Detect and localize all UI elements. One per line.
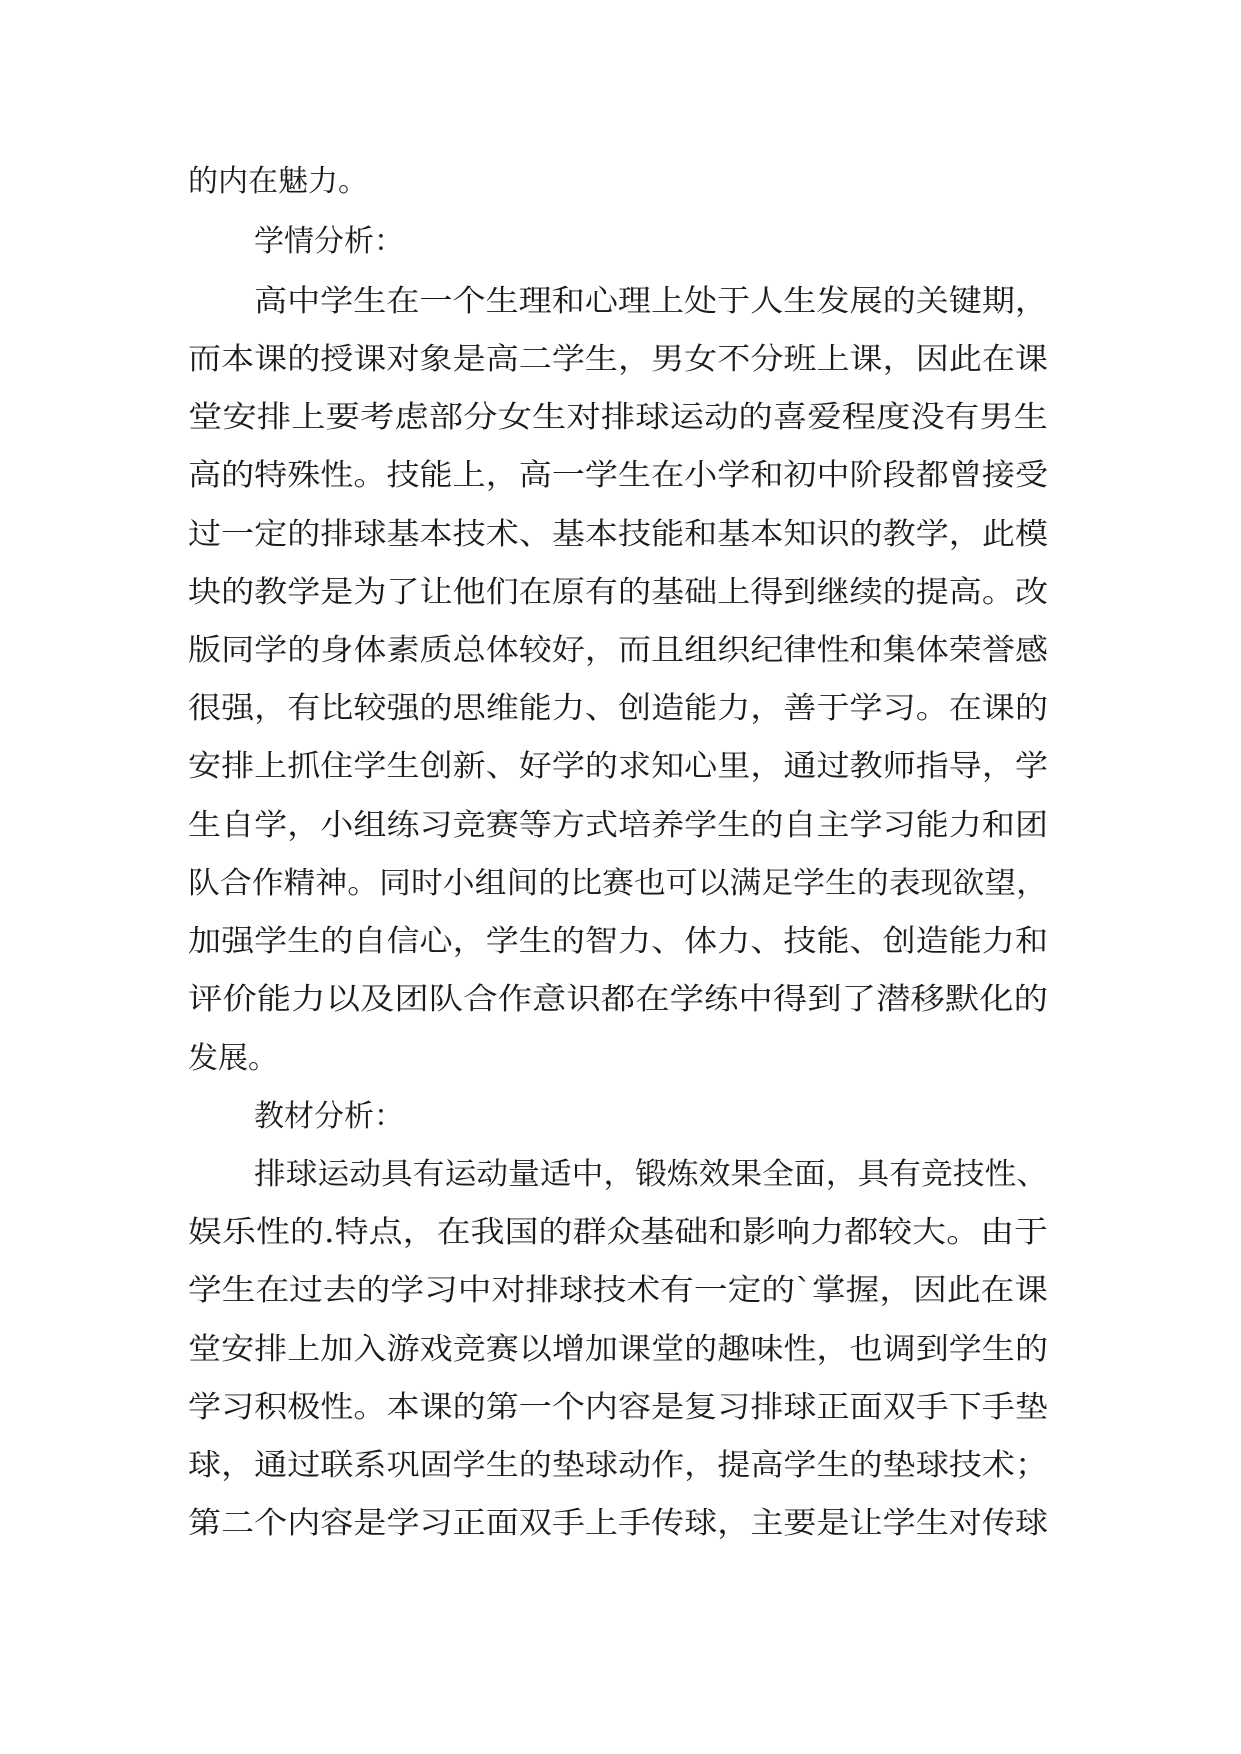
line-text: 学情分析： bbox=[254, 224, 404, 259]
text-line bbox=[188, 1388, 1049, 1428]
line-text: 堂安排上要考虑部分女生对排球运动的喜爱程度没有男生 bbox=[188, 400, 1049, 435]
text-line bbox=[188, 747, 1049, 787]
text-line bbox=[188, 1213, 1049, 1253]
line-text: 版同学的身体素质总体较好，而且组织纪律性和集体荣誉感 bbox=[188, 633, 1049, 668]
line-text: 娱乐性的.特点，在我国的群众基础和影响力都较大。由于 bbox=[188, 1215, 1049, 1250]
text-line bbox=[188, 689, 1049, 729]
line-text: 块的教学是为了让他们在原有的基础上得到继续的提高。改 bbox=[188, 575, 1049, 610]
line-text: 学生在过去的学习中对排球技术有一定的`掌握，因此在课 bbox=[188, 1273, 1049, 1308]
line-text: 高的特殊性。技能上，高一学生在小学和初中阶段都曾接受 bbox=[188, 458, 1049, 493]
text-line bbox=[188, 631, 1049, 671]
line-text: 的内在魅力。 bbox=[188, 164, 368, 199]
text-line bbox=[188, 1446, 1049, 1486]
section-heading-student-analysis bbox=[254, 222, 404, 262]
line-text: 堂安排上加入游戏竞赛以增加课堂的趣味性，也调到学生的 bbox=[188, 1332, 1049, 1367]
section-heading-material-analysis bbox=[254, 1097, 404, 1137]
line-text: 安排上抓住学生创新、好学的求知心里，通过教师指导，学 bbox=[188, 749, 1049, 784]
line-text: 球，通过联系巩固学生的垫球动作，提高学生的垫球技术； bbox=[188, 1448, 1049, 1483]
text-line bbox=[254, 282, 1049, 322]
text-line bbox=[188, 1271, 1049, 1311]
text-line bbox=[188, 573, 1049, 613]
text-line bbox=[188, 340, 1049, 380]
line-text: 而本课的授课对象是高二学生，男女不分班上课，因此在课 bbox=[188, 342, 1049, 377]
line-text: 队合作精神。同时小组间的比赛也可以满足学生的表现欲望， bbox=[188, 866, 1048, 901]
line-text: 加强学生的自信心，学生的智力、体力、技能、创造能力和 bbox=[188, 924, 1049, 959]
text-line bbox=[188, 398, 1049, 438]
line-text: 过一定的排球基本技术、基本技能和基本知识的教学，此模 bbox=[188, 517, 1049, 552]
text-line bbox=[188, 1330, 1049, 1370]
line-text: 教材分析： bbox=[254, 1099, 404, 1134]
line-text: 生自学，小组练习竞赛等方式培养学生的自主学习能力和团 bbox=[188, 808, 1049, 843]
text-line bbox=[188, 1039, 278, 1079]
line-text: 评价能力以及团队合作意识都在学练中得到了潜移默化的 bbox=[188, 982, 1049, 1017]
text-line bbox=[188, 1504, 1049, 1544]
text-line bbox=[188, 515, 1049, 555]
line-text: 很强，有比较强的思维能力、创造能力，善于学习。在课的 bbox=[188, 691, 1049, 726]
text-line bbox=[188, 162, 368, 202]
text-line bbox=[188, 456, 1049, 496]
text-line bbox=[188, 980, 1049, 1020]
line-text: 高中学生在一个生理和心理上处于人生发展的关键期， bbox=[254, 284, 1049, 319]
text-line bbox=[188, 864, 1048, 904]
line-text: 发展。 bbox=[188, 1041, 278, 1076]
text-line bbox=[254, 1155, 1049, 1195]
line-text: 学习积极性。本课的第一个内容是复习排球正面双手下手垫 bbox=[188, 1390, 1049, 1425]
line-text: 排球运动具有运动量适中，锻炼效果全面，具有竞技性、 bbox=[254, 1157, 1049, 1192]
text-line bbox=[188, 922, 1049, 962]
line-text: 第二个内容是学习正面双手上手传球，主要是让学生对传球 bbox=[188, 1506, 1049, 1541]
text-line bbox=[188, 806, 1049, 846]
